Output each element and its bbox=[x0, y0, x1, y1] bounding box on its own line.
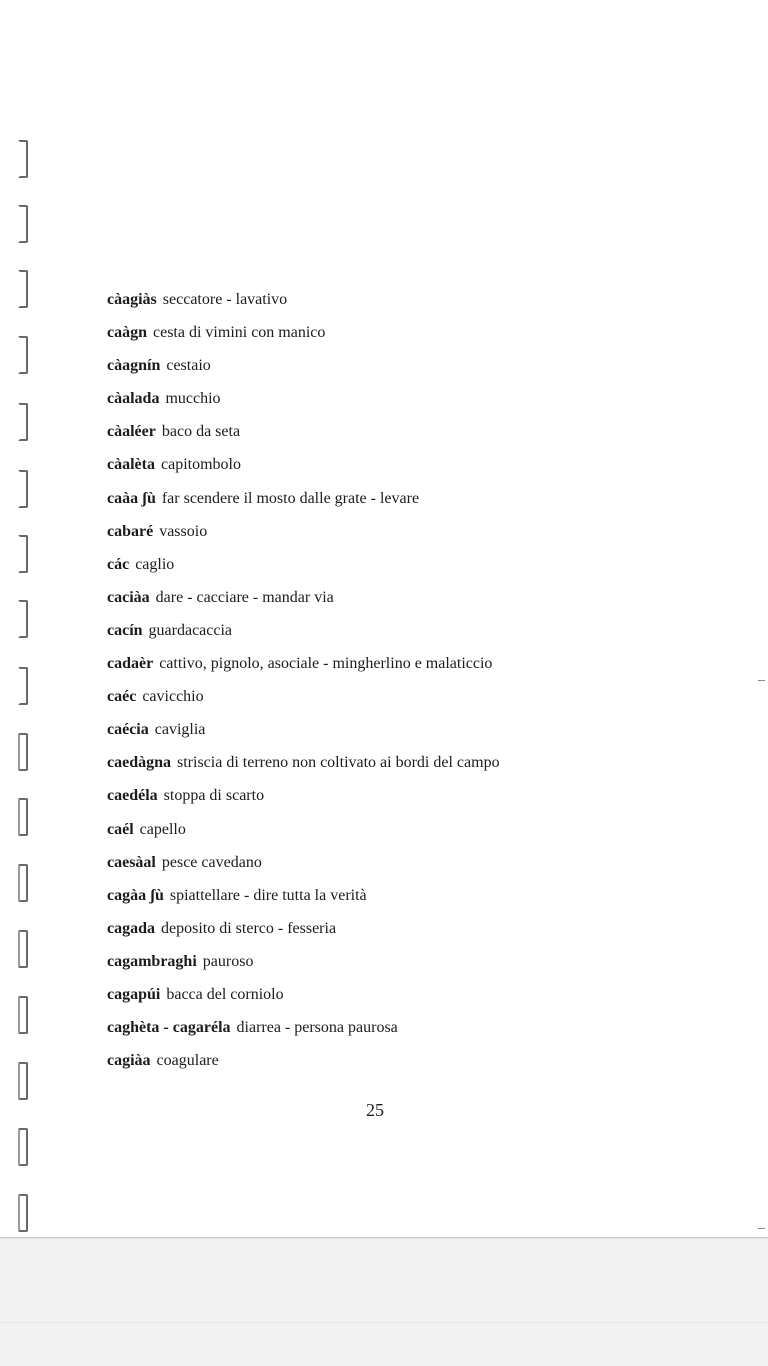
entry-term: cagambraghi bbox=[107, 952, 197, 970]
dictionary-entry bbox=[107, 983, 667, 1016]
entry-definition: cestaio bbox=[166, 357, 211, 375]
dictionary-entry bbox=[107, 685, 667, 718]
dictionary-entry bbox=[107, 288, 667, 321]
dictionary-entry bbox=[107, 1016, 667, 1049]
dictionary-entry bbox=[107, 586, 667, 619]
entry-term: caesàal bbox=[107, 853, 156, 871]
dictionary-entry bbox=[107, 851, 667, 884]
dictionary-entry bbox=[107, 321, 667, 354]
entry-definition: cesta di vimini con manico bbox=[153, 324, 326, 342]
entry-definition: stoppa di scarto bbox=[163, 787, 265, 805]
entry-definition: caviglia bbox=[154, 721, 206, 739]
entry-definition: guardacaccia bbox=[148, 621, 233, 639]
dictionary-entry bbox=[107, 784, 667, 817]
entry-term: càagnín bbox=[107, 357, 161, 375]
binding-ring bbox=[18, 403, 28, 441]
entry-definition: vassoio bbox=[159, 522, 208, 540]
binding-ring bbox=[18, 1062, 28, 1100]
binding-ring bbox=[18, 140, 28, 178]
dictionary-entry bbox=[107, 718, 667, 751]
binding-ring bbox=[18, 470, 28, 508]
page-number: 25 bbox=[366, 1100, 384, 1120]
entry-term: cadaèr bbox=[107, 655, 154, 673]
binding-ring bbox=[18, 336, 28, 374]
binding-ring bbox=[18, 798, 28, 836]
dictionary-entry bbox=[107, 751, 667, 784]
entry-definition: deposito di sterco - fesseria bbox=[161, 919, 337, 937]
binding-ring bbox=[18, 1194, 28, 1232]
entry-term: càagiàs bbox=[107, 291, 157, 308]
dictionary-entry bbox=[107, 652, 667, 685]
entry-term: cagàa ʃù bbox=[107, 886, 164, 904]
entry-definition: spiattellare - dire tutta la verità bbox=[169, 886, 367, 904]
entry-definition: cattivo, pignolo, asociale - mingherlino e malaticcio bbox=[159, 655, 493, 673]
dictionary-entry bbox=[107, 917, 667, 950]
entry-definition: caglio bbox=[135, 555, 175, 573]
entry-definition: mucchio bbox=[165, 390, 221, 408]
entry-definition: bacca del corniolo bbox=[166, 985, 284, 1003]
binding-ring bbox=[18, 600, 28, 638]
background-surface bbox=[0, 1239, 768, 1366]
entry-term: caéc bbox=[107, 688, 137, 706]
entry-definition: capitombolo bbox=[160, 456, 241, 474]
dictionary-entry bbox=[107, 884, 667, 917]
entry-definition: diarrea - persona paurosa bbox=[236, 1019, 398, 1037]
entry-term: càalada bbox=[107, 390, 160, 408]
dictionary-entry bbox=[107, 487, 667, 520]
entry-term: cagiàa bbox=[107, 1052, 151, 1070]
entry-term: caàa ʃù bbox=[107, 489, 156, 507]
entry-term: caedéla bbox=[107, 787, 158, 805]
dictionary-entry bbox=[107, 950, 667, 983]
entry-term: càaléer bbox=[107, 423, 156, 441]
dictionary-entry bbox=[107, 420, 667, 453]
entry-term: càalèta bbox=[107, 456, 155, 474]
dictionary-entry bbox=[107, 387, 667, 420]
entry-term: caél bbox=[107, 820, 134, 838]
binding-ring bbox=[18, 1128, 28, 1166]
binding-ring bbox=[18, 996, 28, 1034]
entry-definition: cavicchio bbox=[142, 688, 204, 706]
entry-definition: seccatore - lavativo bbox=[162, 291, 288, 308]
binding-ring bbox=[18, 205, 28, 243]
entry-definition: pauroso bbox=[202, 952, 254, 970]
scan-mark bbox=[758, 1228, 765, 1229]
dictionary-entry bbox=[107, 553, 667, 586]
entry-definition: pesce cavedano bbox=[161, 853, 262, 871]
binding-ring bbox=[18, 930, 28, 968]
binding-ring bbox=[18, 535, 28, 573]
dictionary-entry bbox=[107, 354, 667, 387]
entry-term: cabaré bbox=[107, 522, 154, 540]
entry-term: caedàgna bbox=[107, 754, 171, 772]
entry-term: caciàa bbox=[107, 588, 150, 606]
entry-definition: striscia di terreno non coltivato ai bordi del campo bbox=[177, 754, 500, 772]
dictionary-entry-list bbox=[107, 288, 667, 1082]
entry-term: các bbox=[107, 555, 130, 573]
entry-term: cacín bbox=[107, 621, 143, 639]
dictionary-entry bbox=[107, 818, 667, 851]
entry-definition: coagulare bbox=[156, 1052, 219, 1070]
entry-term: caghèta - cagaréla bbox=[107, 1019, 231, 1037]
entry-term: caécia bbox=[107, 721, 149, 739]
entry-term: caàgn bbox=[107, 324, 147, 342]
scan-mark bbox=[758, 680, 765, 681]
binding-ring bbox=[18, 667, 28, 705]
binding-ring bbox=[18, 733, 28, 771]
binding-ring bbox=[18, 270, 28, 308]
entry-term: cagada bbox=[107, 919, 155, 937]
entry-definition: dare - cacciare - mandar via bbox=[155, 588, 334, 606]
dictionary-entry bbox=[107, 520, 667, 553]
binding-rings bbox=[0, 0, 60, 1238]
dictionary-entry bbox=[107, 453, 667, 486]
dictionary-entry bbox=[107, 619, 667, 652]
dictionary-entry bbox=[107, 1049, 667, 1082]
binding-ring bbox=[18, 864, 28, 902]
entry-definition: capello bbox=[139, 820, 186, 838]
background-line bbox=[0, 1322, 768, 1323]
entry-term: cagapúi bbox=[107, 985, 161, 1003]
entry-definition: baco da seta bbox=[161, 423, 241, 441]
entry-definition: far scendere il mosto dalle grate - levare bbox=[161, 489, 420, 507]
